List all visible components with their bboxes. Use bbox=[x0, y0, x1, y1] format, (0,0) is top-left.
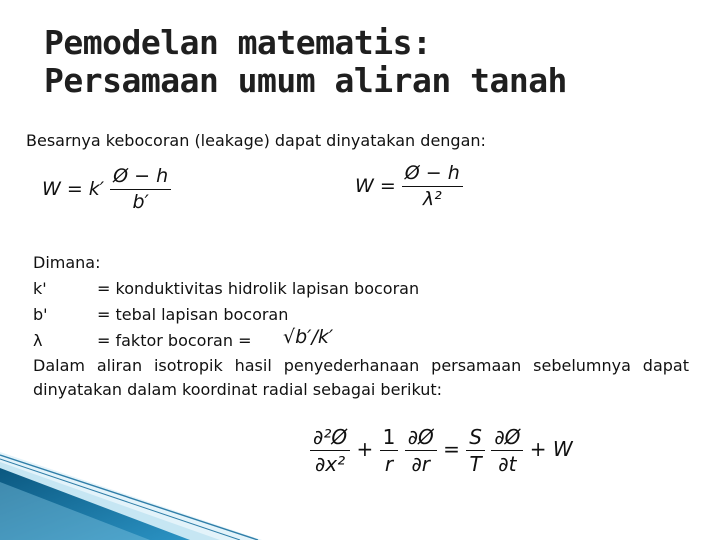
intro-text: Besarnya kebocoran (leakage) dapat dinyatakan dengan: bbox=[26, 131, 486, 150]
title-line-2: Persamaan umum aliran tanah bbox=[44, 61, 567, 100]
eq3-term-3-num: ∂Ø bbox=[405, 426, 437, 451]
definition-symbol: λ bbox=[33, 331, 43, 350]
definition-symbol: b' bbox=[33, 305, 48, 324]
eq3-term-4-den: T bbox=[469, 452, 482, 476]
equation-1 bbox=[42, 166, 171, 213]
eq3-term-4-num: S bbox=[466, 426, 485, 451]
eq3-term-4 bbox=[466, 426, 485, 475]
eq2-numerator: Ø − h bbox=[402, 163, 463, 187]
eq1-numerator: Ø − h bbox=[110, 166, 171, 190]
lambda-formula: √b′/k′ bbox=[283, 326, 334, 348]
eq2-denominator: λ² bbox=[422, 187, 442, 210]
eq3-term-1-num: ∂²Ø bbox=[310, 426, 350, 451]
eq3-term-1 bbox=[310, 426, 350, 475]
eq3-term-5-num: ∂Ø bbox=[491, 426, 523, 451]
equation-2 bbox=[355, 163, 463, 210]
eq1-denominator: b′ bbox=[132, 190, 149, 213]
definitions bbox=[33, 250, 420, 354]
definition-text: = konduktivitas hidrolik lapisan bocoran bbox=[97, 279, 420, 298]
definition-text: = tebal lapisan bocoran bbox=[97, 305, 289, 324]
eq1-fraction bbox=[110, 166, 171, 213]
definition-k bbox=[33, 276, 420, 302]
eq3-equals: = bbox=[443, 437, 460, 461]
definition-text: = faktor bocoran = bbox=[97, 331, 252, 350]
eq3-plus: + bbox=[356, 437, 374, 461]
eq3-tail: + W bbox=[529, 437, 573, 461]
equation-3 bbox=[310, 426, 573, 475]
eq2-fraction bbox=[402, 163, 463, 210]
eq3-term-2-den: r bbox=[384, 452, 394, 476]
definition-lambda bbox=[33, 326, 334, 354]
eq3-term-5 bbox=[491, 426, 523, 475]
paragraph: Dalam aliran isotropik hasil penyederhanaan persamaan sebelumnya dapat dinyatakan dalam koordinat radial sebagai berikut: bbox=[33, 356, 689, 399]
eq3-term-1-den: ∂x² bbox=[314, 452, 346, 476]
dimana-label: Dimana: bbox=[33, 253, 101, 272]
definition-symbol: k' bbox=[33, 279, 47, 298]
eq1-lhs: W = k′ bbox=[42, 177, 105, 200]
definition-b bbox=[33, 302, 289, 328]
title-line-1: Pemodelan matematis: bbox=[44, 23, 432, 62]
eq3-term-3-den: ∂r bbox=[411, 452, 431, 476]
eq3-term-5-den: ∂t bbox=[498, 452, 517, 476]
page-title bbox=[44, 24, 567, 100]
eq3-term-2 bbox=[380, 426, 399, 475]
eq2-lhs: W = bbox=[355, 174, 396, 197]
eq3-term-3 bbox=[405, 426, 437, 475]
eq3-term-2-num: 1 bbox=[380, 426, 399, 451]
